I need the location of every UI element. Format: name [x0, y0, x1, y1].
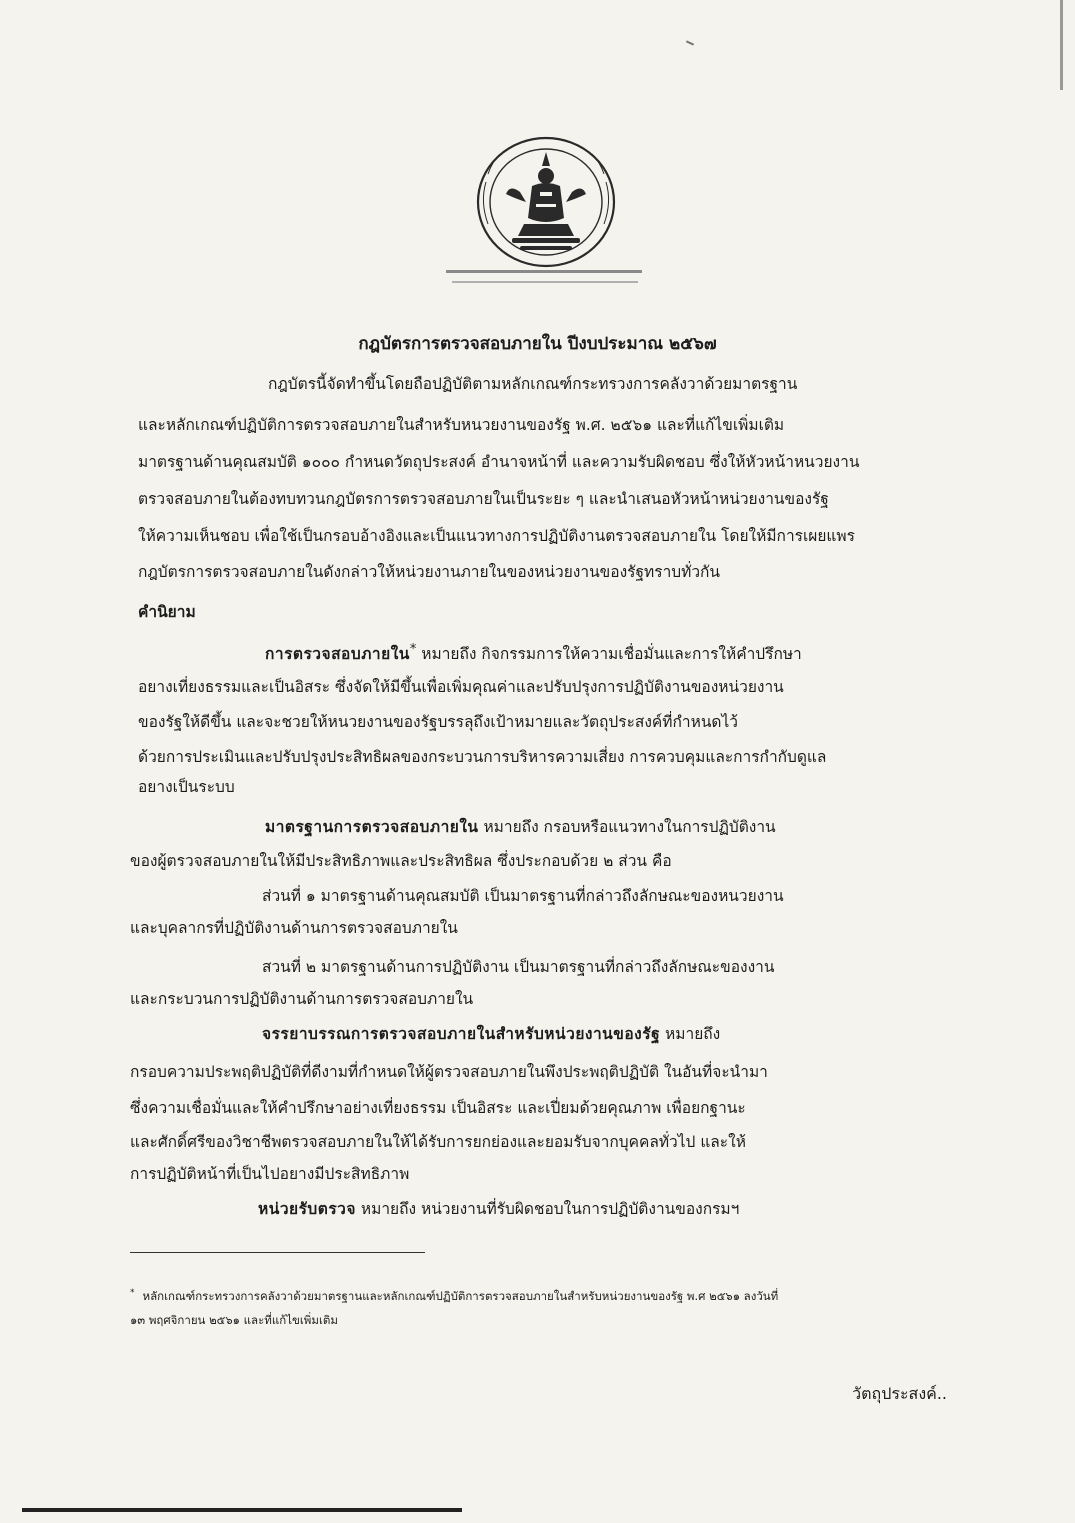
intro-line: และหลักเกณฑ์ปฏิบัติการตรวจสอบภายในสำหรับหนวยงานของรัฐ พ.ศ. ๒๕๖๑ และที่แก้ไขเพิ่มเติม [138, 416, 785, 434]
scan-speck [686, 40, 694, 45]
definition-internal-audit [265, 635, 802, 669]
definition-line: ของรัฐให้ดีขึ้น และจะชวยให้หนวยงานของรัฐบรรลุถึงเป้าหมายและวัตถุประสงค์ที่กำหนดไว้ [138, 713, 738, 731]
intro-line: มาตรฐานด้านคุณสมบัติ ๑๐๐๐ กำหนดวัตถุประสงค์ อำนาจหน้าที่ และความรับผิดชอบ ซึ่งให้หัวหน้าหนวยงาน [138, 453, 860, 471]
intro-line: ตรวจสอบภายในต้องทบทวนกฎบัตรการตรวจสอบภายในเป็นระยะ ๆ และนำเสนอหัวหน้าหน่วยงานของรัฐ [138, 490, 829, 508]
definition-text: หมายถึง [660, 1025, 721, 1043]
standards-part-2: สวนที่ ๒ มาตรฐานด้านการปฏิบัติงาน เป็นมาตรฐานที่กล่าวถึงลักษณะของงาน [262, 958, 775, 976]
definition-line: ซึ่งความเชื่อมั่นและให้คำปรึกษาอย่างเที่ยงธรรม เป็นอิสระ และเปี่ยมด้วยคุณภาพ เพื่อยกฐานะ [130, 1099, 746, 1117]
continuation-text: วัตถุประสงค์.. [852, 1384, 947, 1403]
agency-seal-icon [470, 132, 622, 272]
definition-text: หมายถึง หน่วยงานที่รับผิดชอบในการปฏิบัติงานของกรมฯ [355, 1200, 740, 1218]
definition-line: ด้วยการประเมินและปรับปรุงประสิทธิผลของกระบวนการบริหารความเสี่ยง การควบคุมและการกำกับดูแล [138, 748, 827, 766]
standards-part-1: ส่วนที่ ๑ มาตรฐานด้านคุณสมบัติ เป็นมาตรฐานที่กล่าวถึงลักษณะของหนวยงาน [262, 887, 784, 905]
footnote-marker: * [409, 642, 417, 657]
document-title: กฎบัตรการตรวจสอบภายใน ปีงบประมาณ ๒๕๖๗ [358, 334, 717, 354]
footnote-text: หลักเกณฑ์กระทรวงการคลังวาด้วยมาตรฐานและหลักเกณฑ์ปฏิบัติการตรวจสอบภายในสำหรับหน่วยงานของรัฐ พ.ศ ๒๕๖๑ ลงวันที่ [142, 1288, 779, 1303]
definition-code-of-ethics [262, 1020, 720, 1049]
definition-line: อยางเที่ยงธรรมและเป็นอิสระ ซึ่งจัดให้มีขึ้นเพื่อเพิ่มคุณค่าและปรับปรุงการปฏิบัติงานของหน่วยงาน [138, 678, 784, 696]
definitions-heading: คำนิยาม [138, 603, 196, 621]
definition-line: และบุคลากรที่ปฏิบัติงานด้านการตรวจสอบภายใน [130, 919, 458, 937]
definition-term: หน่วยรับตรวจ [258, 1200, 356, 1218]
definition-line: อยางเป็นระบบ [138, 778, 235, 796]
footnote-line: ๑๓ พฤศจิกายน ๒๕๖๑ และที่แก้ไขเพิ่มเติม [130, 1313, 338, 1327]
definition-text: หมายถึง กรอบหรือแนวทางในการปฏิบัติงาน [478, 818, 776, 836]
definition-line: การปฏิบัติหน้าที่เป็นไปอยางมีประสิทธิภาพ [130, 1165, 410, 1183]
intro-line: ให้ความเห็นชอบ เพื่อใช้เป็นกรอบอ้างอิงและเป็นแนวทางการปฏิบัติงานตรวจสอบภายใน โดยให้มีการเผยแพร [138, 527, 855, 545]
definition-term: มาตรฐานการตรวจสอบภายใน [265, 818, 479, 836]
definition-text: หมายถึง กิจกรรมการให้ความเชื่อมั่นและการให้คำปรึกษา [416, 645, 802, 664]
seal-caption-faint-text [446, 264, 646, 290]
definition-line: ของผู้ตรวจสอบภายในให้มีประสิทธิภาพและประสิทธิผล ซึ่งประกอบด้วย ๒ ส่วน คือ [130, 852, 672, 870]
intro-line: กฎบัตรนี้จัดทำขึ้นโดยถือปฏิบัติตามหลักเกณฑ์กระทรวงการคลังวาด้วยมาตรฐาน [268, 375, 798, 393]
scan-edge-line [22, 1508, 462, 1512]
definition-line: กรอบความประพฤติปฏิบัติที่ดีงามที่กำหนดให้ผู้ตรวจสอบภายในพึงประพฤติปฏิบัติ ในอันที่จะนำมา [130, 1063, 768, 1081]
footnote-divider [130, 1252, 425, 1253]
definition-line: และกระบวนการปฏิบัติงานด้านการตรวจสอบภายใน [130, 990, 474, 1008]
definition-line: และศักดิ์ศรีของวิชาชีพตรวจสอบภายในให้ได้รับการยกย่องและยอมรับจากบุคคลทั่วไป และให้ [130, 1133, 746, 1151]
definition-auditee [258, 1195, 739, 1224]
footnote-marker: * [130, 1288, 135, 1298]
definition-audit-standards [265, 813, 776, 842]
definition-term: การตรวจสอบภายใน [265, 645, 410, 664]
footnote-line [130, 1283, 778, 1306]
definition-term: จรรยาบรรณการตรวจสอบภายในสำหรับหน่วยงานของรัฐ [262, 1025, 661, 1043]
page-edge-shadow [1060, 0, 1063, 90]
intro-line: กฎบัตรการตรวจสอบภายในดังกล่าวให้หน่วยงานภายในของหน่วยงานของรัฐทราบทั่วกัน [138, 563, 721, 581]
